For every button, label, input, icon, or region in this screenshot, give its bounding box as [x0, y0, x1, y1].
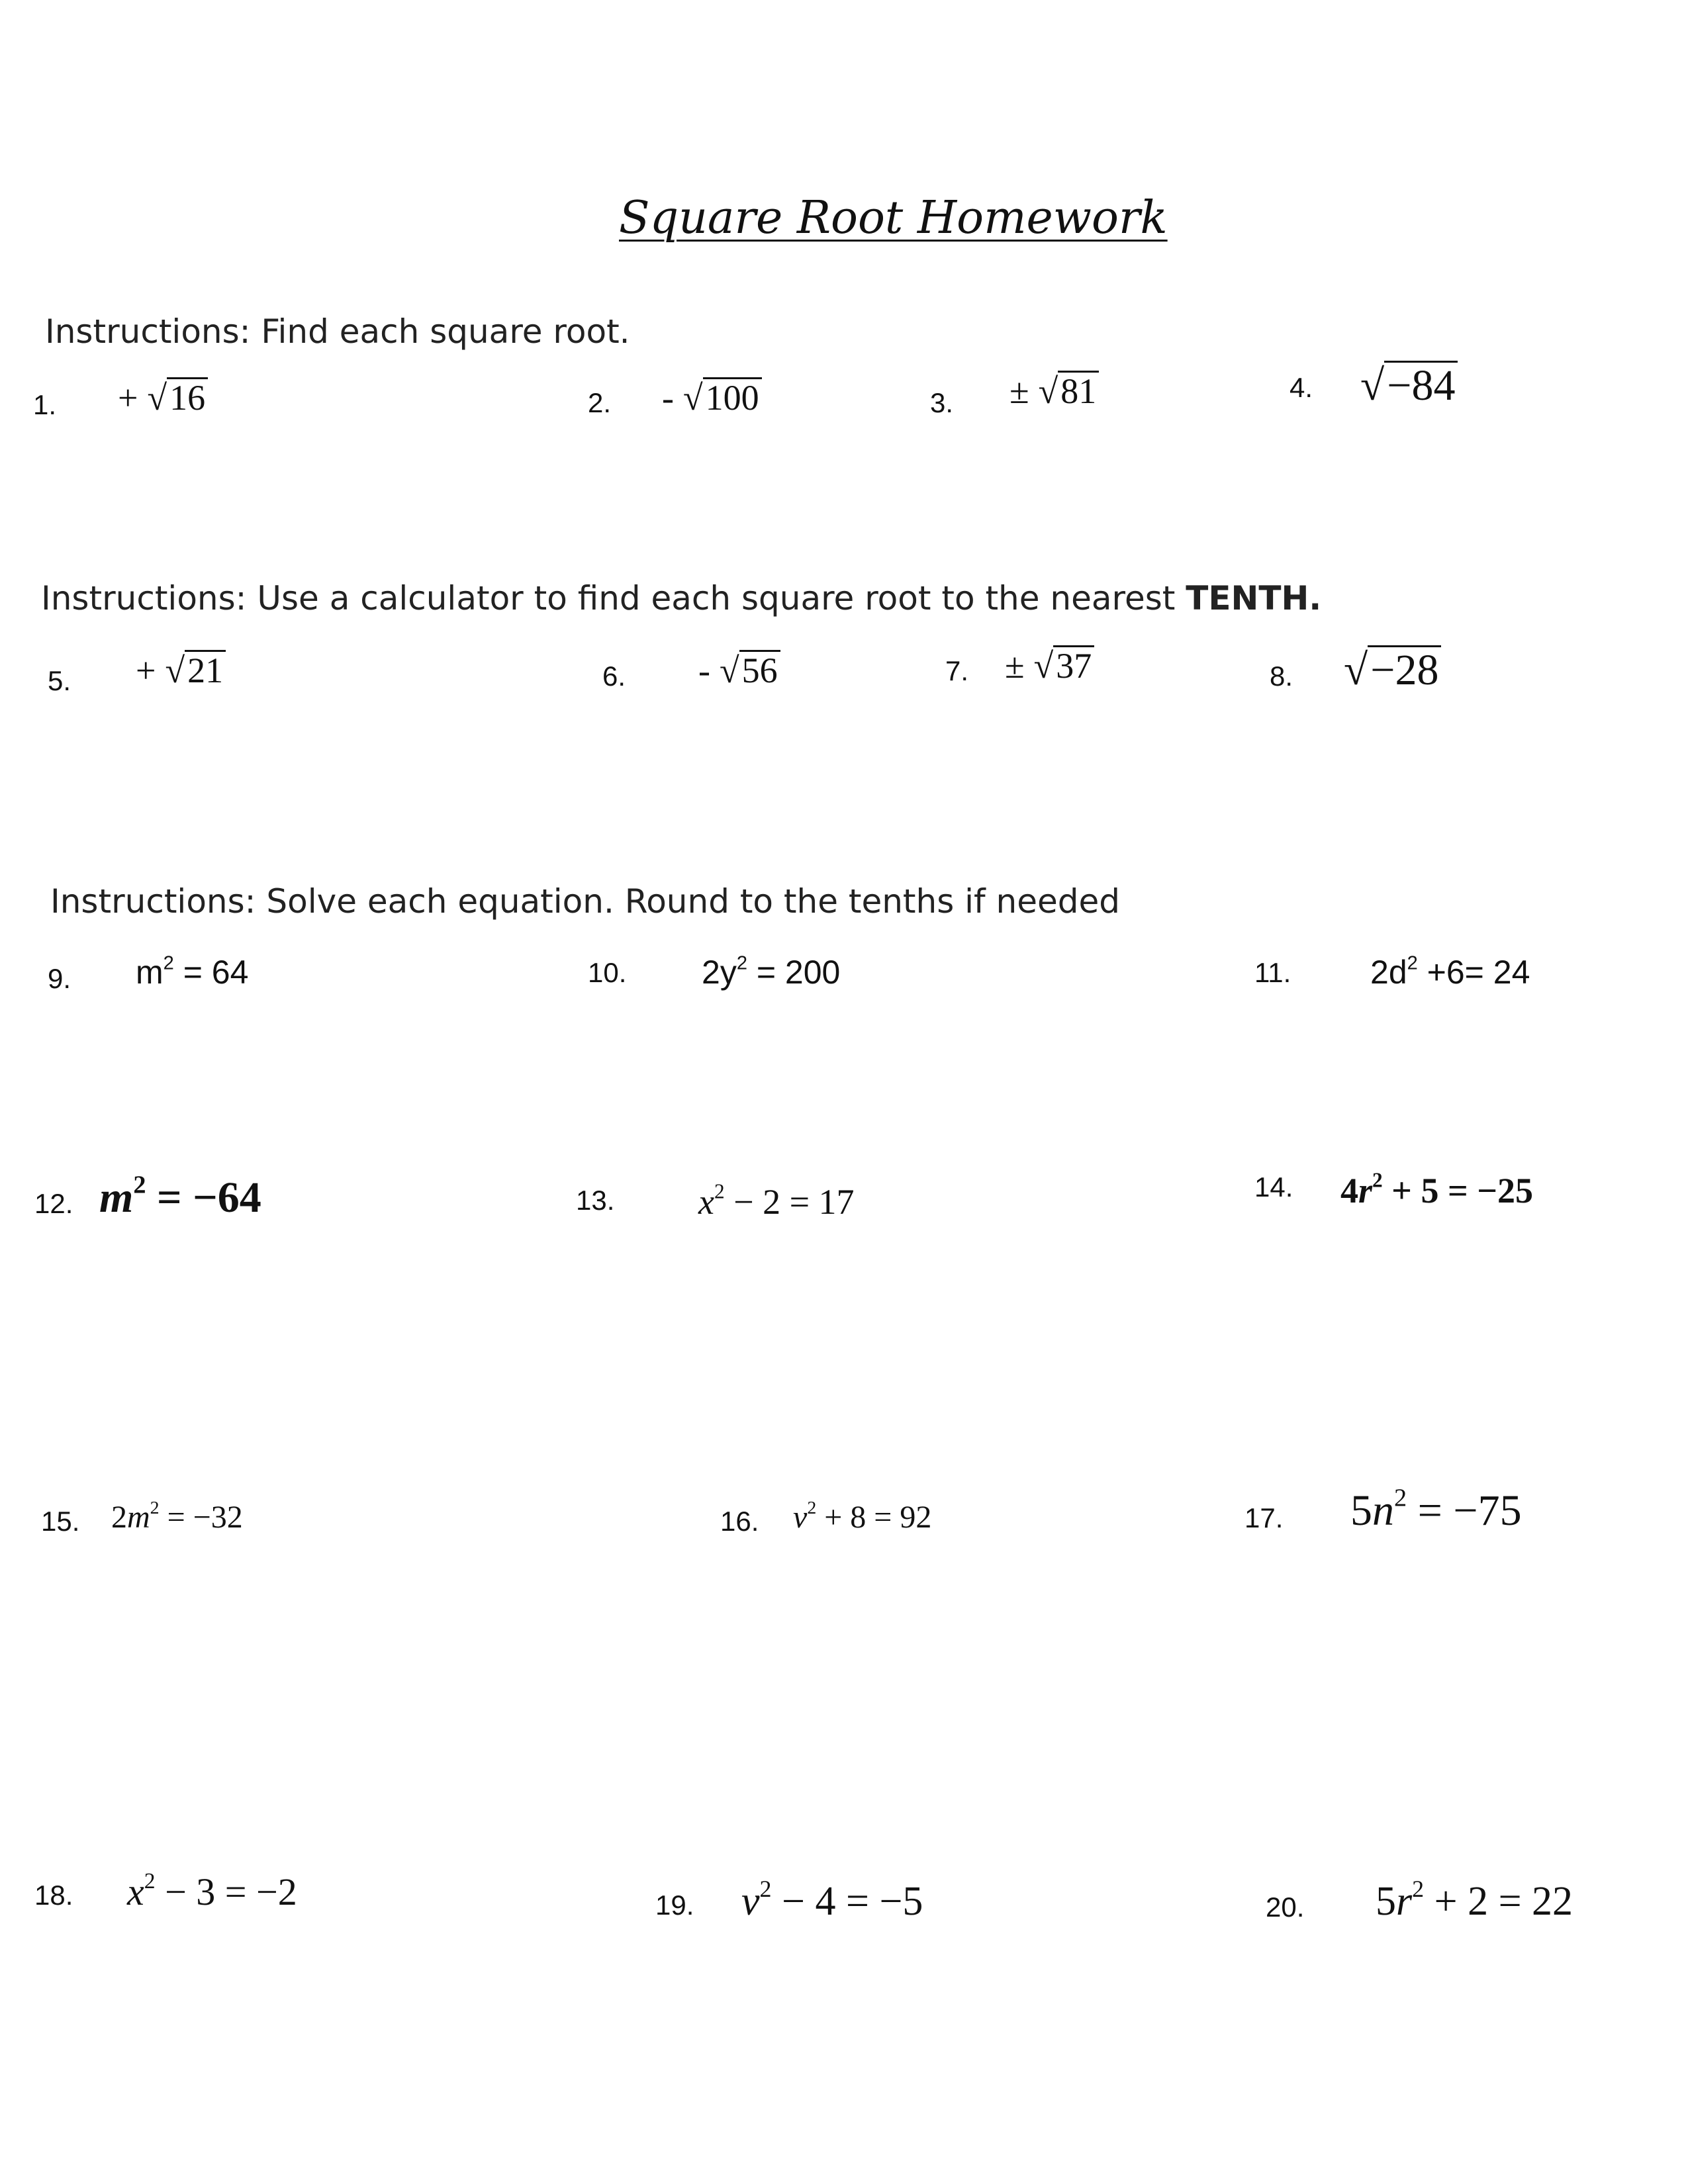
exponent: 2 [736, 952, 747, 974]
problem-15-coefficient: 2 [111, 1500, 127, 1535]
problem-20-coefficient: 5 [1376, 1879, 1396, 1924]
radical-sign-icon: √ [1033, 646, 1054, 686]
problem-5-radicand: 21 [185, 650, 226, 690]
exponent: 2 [163, 952, 174, 974]
problem-1-expression [118, 377, 208, 418]
problem-19-number: 19. [655, 1889, 694, 1921]
problem-16-equation [793, 1499, 931, 1535]
instructions-calculator-emphasis: TENTH. [1186, 579, 1322, 617]
problem-15-variable: m [127, 1500, 150, 1535]
problem-10-rest: = 200 [747, 954, 841, 991]
problem-3-radicand: 81 [1058, 371, 1099, 410]
problem-7-number: 7. [945, 655, 969, 686]
page-title: Square Root Homework [619, 192, 1168, 244]
radical-sign-icon: √ [147, 378, 167, 418]
problem-16-rest: + 8 = 92 [816, 1500, 932, 1535]
instructions-calculator [41, 579, 1321, 617]
problem-17-variable: n [1372, 1486, 1394, 1535]
problem-1-sign: + [118, 378, 138, 418]
problem-11-rest: +6= 24 [1417, 954, 1530, 991]
problem-5-sign: + [136, 651, 156, 690]
problem-3-expression [1009, 371, 1099, 412]
problem-15-equation [111, 1499, 243, 1535]
exponent: 2 [150, 1498, 160, 1519]
problem-9-number: 9. [48, 963, 71, 994]
problem-2-expression [662, 377, 762, 418]
exponent: 2 [807, 1498, 817, 1519]
problem-10-equation [702, 953, 840, 991]
problem-13-variable: x [698, 1182, 714, 1222]
problem-9-equation [136, 953, 248, 991]
exponent: 2 [759, 1876, 772, 1903]
problem-7-radicand: 37 [1053, 645, 1094, 685]
problem-13-equation [698, 1181, 855, 1222]
problem-12-rest: = −64 [146, 1173, 261, 1222]
problem-20-number: 20. [1266, 1891, 1305, 1923]
instructions-calculator-text: Instructions: Use a calculator to find each square root to the nearest [41, 579, 1186, 617]
problem-5-expression [136, 650, 226, 691]
problem-15-number: 15. [41, 1506, 80, 1537]
problem-12-variable: m [99, 1173, 134, 1222]
exponent: 2 [1394, 1484, 1407, 1512]
problem-19-equation [741, 1878, 923, 1925]
problem-20-variable: r [1396, 1879, 1413, 1924]
problem-10-coefficient: 2 [702, 954, 720, 991]
problem-2-sign: - [662, 378, 674, 418]
problem-3-number: 3. [930, 387, 954, 418]
problem-12-number: 12. [34, 1188, 73, 1219]
radical-sign-icon: √ [1038, 371, 1058, 411]
instructions-solve-equation: Instructions: Solve each equation. Round to the tenths if needed [50, 882, 1120, 921]
problem-11-coefficient: 2 [1370, 954, 1389, 991]
exponent: 2 [1407, 952, 1418, 974]
problem-7-expression [1005, 645, 1094, 686]
problem-10-number: 10. [588, 957, 627, 988]
problem-14-equation [1340, 1170, 1533, 1211]
problem-15-rest: = −32 [159, 1500, 243, 1535]
problem-8-number: 8. [1270, 660, 1293, 692]
problem-11-number: 11. [1254, 957, 1291, 988]
problem-17-rest: = −75 [1407, 1486, 1522, 1535]
problem-14-coefficient: 4 [1340, 1171, 1358, 1210]
exponent: 2 [133, 1171, 146, 1199]
exponent: 2 [144, 1868, 156, 1893]
problem-4-expression [1360, 361, 1458, 411]
problem-12-equation [99, 1173, 261, 1223]
radical-sign-icon: √ [1344, 646, 1368, 694]
problem-14-number: 14. [1254, 1171, 1293, 1203]
exponent: 2 [1372, 1168, 1383, 1192]
radical-sign-icon: √ [165, 651, 185, 690]
problem-14-variable: r [1358, 1171, 1373, 1210]
problem-17-number: 17. [1244, 1502, 1284, 1533]
problem-20-equation [1376, 1878, 1573, 1925]
problem-1-radicand: 16 [167, 377, 208, 417]
problem-17-coefficient: 5 [1350, 1486, 1372, 1535]
problem-10-variable: y [720, 954, 737, 991]
radical-sign-icon: √ [682, 378, 703, 418]
problem-2-number: 2. [588, 387, 612, 418]
problem-11-variable: d [1388, 954, 1407, 991]
problem-7-sign: ± [1005, 646, 1025, 686]
problem-4-radicand: −84 [1384, 361, 1458, 408]
problem-16-number: 16. [720, 1506, 759, 1537]
instructions-find-square-root: Instructions: Find each square root. [45, 312, 630, 351]
problem-13-number: 13. [576, 1185, 615, 1216]
radical-sign-icon: √ [719, 651, 739, 690]
radical-sign-icon: √ [1360, 361, 1385, 410]
exponent: 2 [1412, 1876, 1425, 1903]
problem-6-number: 6. [602, 660, 626, 692]
problem-18-rest: − 3 = −2 [155, 1870, 297, 1913]
problem-8-radicand: −28 [1368, 645, 1441, 693]
problem-11-equation [1370, 953, 1530, 991]
problem-18-number: 18. [34, 1880, 73, 1911]
problem-2-radicand: 100 [703, 377, 762, 417]
exponent: 2 [714, 1179, 725, 1203]
problem-13-rest: − 2 = 17 [724, 1182, 855, 1222]
problem-8-expression [1344, 645, 1441, 696]
problem-18-equation [127, 1870, 297, 1914]
problem-16-variable: v [793, 1500, 808, 1535]
problem-5-number: 5. [48, 665, 71, 696]
problem-19-variable: v [741, 1879, 760, 1924]
problem-20-rest: + 2 = 22 [1424, 1879, 1573, 1924]
problem-18-variable: x [127, 1870, 144, 1913]
problem-6-sign: - [698, 651, 710, 690]
problem-19-rest: − 4 = −5 [771, 1879, 923, 1924]
problem-1-number: 1. [33, 389, 57, 420]
problem-17-equation [1350, 1486, 1522, 1536]
problem-14-rest: + 5 = −25 [1382, 1171, 1533, 1210]
problem-3-sign: ± [1009, 371, 1029, 411]
problem-9-variable: m [136, 954, 164, 991]
problem-6-expression [698, 650, 780, 691]
problem-6-radicand: 56 [739, 650, 780, 690]
problem-4-number: 4. [1289, 372, 1313, 403]
problem-9-rest: = 64 [173, 954, 249, 991]
